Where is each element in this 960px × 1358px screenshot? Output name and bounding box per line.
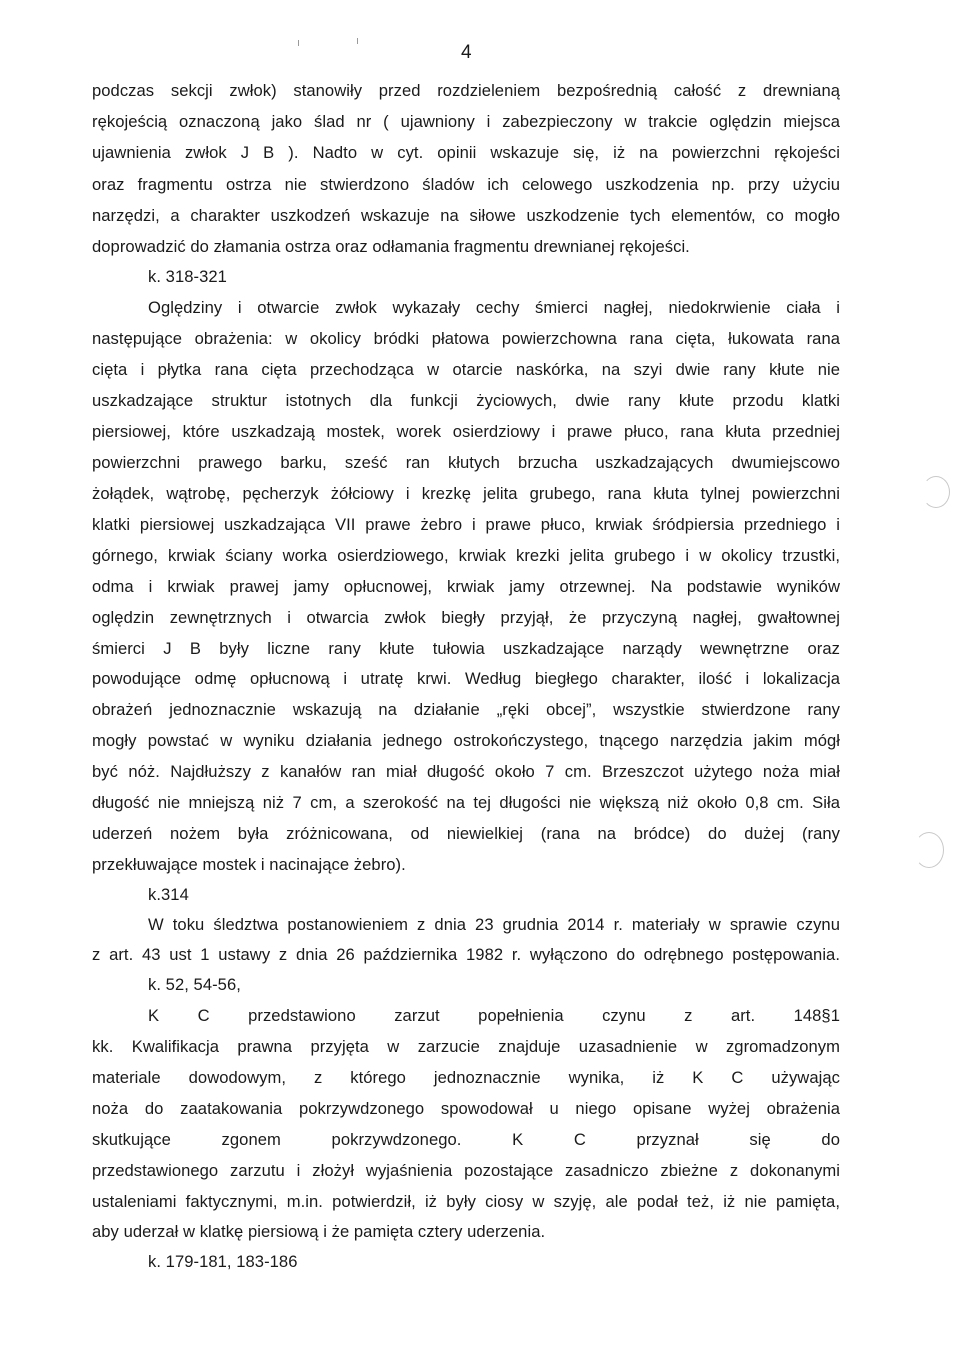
text-line: górnego, krwiak ściany worka osierdziowego, krwiak krezki jelita grubego i w okolicy trzustki, — [92, 546, 840, 565]
page-number: 4 — [461, 42, 472, 63]
case-file-reference: k. 179-181, 183-186 — [148, 1252, 298, 1271]
text-line: Oględziny i otwarcie zwłok wykazały cechy śmierci nagłej, niedokrwienie ciała i — [148, 298, 840, 317]
text-line: ustaleniami faktycznymi, m.in. potwierdził, iż były ciosy w szyję, ale podał też, iż nie pamięta, — [92, 1192, 840, 1211]
text-line: odma i krwiak prawej jamy opłucnowej, krwiak jamy otrzewnej. Na podstawie wyników — [92, 577, 840, 596]
text-line: uszkadzające struktur istotnych dla funkcji życiowych, dwie rany kłute przodu klatki — [92, 391, 840, 410]
scan-mark — [298, 40, 299, 46]
text-line: W toku śledztwa postanowieniem z dnia 23 grudnia 2014 r. materiały w sprawie czynu — [148, 915, 840, 934]
text-line: powodujące odmę opłucnową i utratę krwi. Według biegłego charakter, ilość i lokalizacja — [92, 669, 840, 688]
text-line: następujące obrażenia: w okolicy bródki płatowa powierzchowna rana cięta, łukowata rana — [92, 329, 840, 348]
text-line: K C przedstawiono zarzut popełnienia czynu z art. 148§1 — [148, 1006, 840, 1025]
text-line: klatki piersiowej uszkadzająca VII prawe żebro i prawe płuco, krwiak śródpiersia przedniego i — [92, 515, 840, 534]
text-line: obrażeń jednoznacznie wskazują na działanie „ręki obcej”, wszystkie stwierdzone rany — [92, 700, 840, 719]
text-line: z art. 43 ust 1 ustawy z dnia 26 października 1982 r. wyłączono do odrębnego postępowania. — [92, 945, 840, 964]
text-line: ujawnienia zwłok J B ). Nadto w cyt. opinii wskazuje się, iż na powierzchni rękojeści — [92, 143, 840, 162]
text-line: powierzchni prawego barku, sześć ran kłutych brzucha uszkadzających dwumiejscowo — [92, 453, 840, 472]
case-file-reference: k. 318-321 — [148, 267, 227, 286]
text-line: narzędzi, a charakter uszkodzeń wskazuje na siłowe uszkodzenie tych elementów, co mogło — [92, 206, 840, 225]
text-line: podczas sekcji zwłok) stanowiły przed rozdzieleniem bezpośrednią całość z drewnianą — [92, 81, 840, 100]
text-line: noża do zaatakowania pokrzywdzonego spowodował u niego opisane wyżej obrażenia — [92, 1099, 840, 1118]
text-line: mogły powstać w wyniku działania jednego ostrokończystego, tnącego narzędzia jakim mógł — [92, 731, 840, 750]
text-line: przekłuwające mostek i nacinające żebro). — [92, 855, 406, 874]
text-line: przedstawionego zarzutu i złożył wyjaśnienia pozostające zasadniczo zbieżne z dokonanymi — [92, 1161, 840, 1180]
text-line: być nóż. Najdłuższy z kanałów ran miał długość około 7 cm. Brzeszczot użytego noża miał — [92, 762, 840, 781]
text-line: piersiowej, które uszkadzają mostek, worek osierdziowy i prawe płuco, rana kłuta przedniej — [92, 422, 840, 441]
text-line: cięta i płytka rana cięta przechodząca w otarcie naskórka, na szyi dwie rany kłute nie — [92, 360, 840, 379]
text-line: skutkujące zgonem pokrzywdzonego. K C przyznał się do — [92, 1130, 840, 1149]
margin-punch-hole — [914, 832, 944, 868]
scan-mark — [357, 38, 358, 44]
text-line: aby uderzał w klatkę piersiową i że pamięta cztery uderzenia. — [92, 1222, 546, 1241]
text-line: śmierci J B były liczne rany kłute tułowia uszkadzające narządy wewnętrzne oraz — [92, 639, 840, 658]
text-line: oględzin zewnętrznych i otwarcia zwłok biegły przyjął, że przyczyną nagłej, gwałtownej — [92, 608, 840, 627]
text-line: żołądek, wątrobę, pęcherzyk żółciowy i krezkę jelita grubego, rana kłuta tylnej powierzchni — [92, 484, 840, 503]
case-file-reference: k.314 — [148, 885, 189, 904]
margin-punch-hole — [922, 476, 950, 508]
text-line: długość nie mniejszą niż 7 cm, a szerokość na tej długości nie większą niż około 0,8 cm. Siła — [92, 793, 840, 812]
text-line: uderzeń nożem była zróżnicowana, od niewielkiej (rana na bródce) do dużej (rany — [92, 824, 840, 843]
text-line: materiale dowodowym, z którego jednoznacznie wynika, iż K C używając — [92, 1068, 840, 1087]
text-line: rękojeścią oznaczoną jako ślad nr ( ujawniony i zabezpieczony w trakcie oględzin miejsca — [92, 112, 840, 131]
text-line: oraz fragmentu ostrza nie stwierdzono śladów ich celowego uszkodzenia np. przy użyciu — [92, 175, 840, 194]
text-line: kk. Kwalifikacja prawna przyjęta w zarzucie znajduje uzasadnienie w zgromadzonym — [92, 1037, 840, 1056]
case-file-reference: k. 52, 54-56, — [148, 975, 241, 994]
text-line: doprowadzić do złamania ostrza oraz odłamania fragmentu drewnianej rękojeści. — [92, 237, 690, 256]
